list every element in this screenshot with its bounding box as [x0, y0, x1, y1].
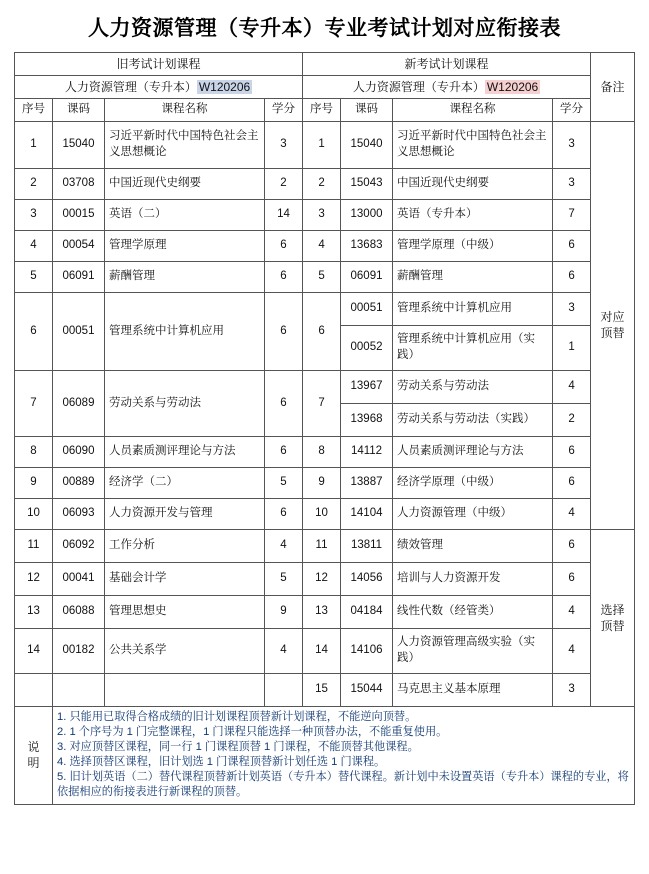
new-code: 13968	[341, 403, 393, 436]
old-seq: 6	[15, 292, 53, 370]
old-seq: 10	[15, 498, 53, 529]
new-name: 习近平新时代中国特色社会主义思想概论	[393, 121, 553, 168]
new-name: 薪酬管理	[393, 261, 553, 292]
note-item: 4. 选择顶替区课程，旧计划选 1 门课程顶替新计划任选 1 门课程。	[57, 756, 386, 769]
new-major-code: W120206	[486, 80, 539, 95]
old-code: 06089	[53, 370, 105, 436]
col-new-credit: 学分	[553, 99, 591, 122]
table-row	[15, 673, 635, 706]
new-name: 线性代数（经管类）	[393, 595, 553, 628]
new-credit: 3	[553, 292, 591, 325]
old-code: 00054	[53, 230, 105, 261]
new-name: 管理学原理（中级）	[393, 230, 553, 261]
new-seq: 5	[303, 261, 341, 292]
old-name: 英语（二）	[105, 199, 265, 230]
new-credit: 6	[553, 562, 591, 595]
remark-header: 备注	[591, 53, 635, 122]
old-credit: 6	[265, 498, 303, 529]
new-code: 14106	[341, 628, 393, 673]
old-seq: 5	[15, 261, 53, 292]
notes-label-line1: 说	[27, 740, 40, 755]
old-name: 公共关系学	[105, 628, 265, 673]
old-code: 06092	[53, 529, 105, 562]
table-row	[15, 595, 635, 628]
old-credit: 6	[265, 370, 303, 436]
new-seq: 11	[303, 529, 341, 562]
col-new-code: 课码	[341, 99, 393, 122]
new-seq: 3	[303, 199, 341, 230]
table-row	[15, 467, 635, 498]
old-code: 00051	[53, 292, 105, 370]
new-name: 人员素质测评理论与方法	[393, 436, 553, 467]
old-seq: 1	[15, 121, 53, 168]
new-code: 13887	[341, 467, 393, 498]
page-title: 人力资源管理（专升本）专业考试计划对应衔接表	[88, 16, 561, 40]
old-credit: 3	[265, 121, 303, 168]
old-seq: 12	[15, 562, 53, 595]
new-credit: 6	[553, 261, 591, 292]
old-credit: 14	[265, 199, 303, 230]
table-row	[15, 168, 635, 199]
new-code: 15043	[341, 168, 393, 199]
new-seq: 12	[303, 562, 341, 595]
old-name: 人员素质测评理论与方法	[105, 436, 265, 467]
old-name: 经济学（二）	[105, 467, 265, 498]
new-credit: 3	[553, 121, 591, 168]
old-code: 00015	[53, 199, 105, 230]
new-seq: 8	[303, 436, 341, 467]
new-credit: 6	[553, 230, 591, 261]
old-code: 06088	[53, 595, 105, 628]
old-name: 劳动关系与劳动法	[105, 370, 265, 436]
note-item: 3. 对应顶替区课程，同一行 1 门课程顶替 1 门课程，不能顶替其他课程。	[57, 741, 419, 754]
new-code: 15040	[341, 121, 393, 168]
table-row	[15, 562, 635, 595]
col-new-seq: 序号	[303, 99, 341, 122]
old-name: 管理学原理	[105, 230, 265, 261]
old-name: 基础会计学	[105, 562, 265, 595]
new-name: 经济学原理（中级）	[393, 467, 553, 498]
table-row	[15, 628, 635, 673]
col-new-name: 课程名称	[393, 99, 553, 122]
old-credit: 6	[265, 436, 303, 467]
note-item: 5. 旧计划英语（二）替代课程顶替新计划英语（专升本）替代课程。新计划中未设置英语（专升本）课程的专业，将依据相应的衔接表进行新课程的顶替。	[57, 771, 629, 799]
old-code: 15040	[53, 121, 105, 168]
new-code: 13967	[341, 370, 393, 403]
old-seq	[15, 673, 53, 706]
old-name	[105, 673, 265, 706]
new-name: 管理系统中计算机应用（实践）	[393, 325, 553, 370]
new-name: 英语（专升本）	[393, 199, 553, 230]
table-header-major-row	[15, 76, 635, 99]
new-credit: 4	[553, 595, 591, 628]
old-major-code: W120206	[198, 80, 251, 95]
new-credit: 4	[553, 628, 591, 673]
new-major-cell	[303, 76, 591, 99]
table-row	[15, 436, 635, 467]
table-header-columns-row	[15, 99, 635, 122]
old-name: 中国近现代史纲要	[105, 168, 265, 199]
table-row	[15, 370, 635, 403]
old-code: 06093	[53, 498, 105, 529]
old-name: 工作分析	[105, 529, 265, 562]
old-code: 00889	[53, 467, 105, 498]
old-seq: 2	[15, 168, 53, 199]
old-credit: 5	[265, 467, 303, 498]
notes-label-line2: 明	[27, 756, 40, 771]
table-row	[15, 121, 635, 168]
new-name: 人力资源管理（中级）	[393, 498, 553, 529]
old-name: 习近平新时代中国特色社会主义思想概论	[105, 121, 265, 168]
new-code: 13683	[341, 230, 393, 261]
new-seq: 13	[303, 595, 341, 628]
new-seq: 7	[303, 370, 341, 436]
new-code: 13000	[341, 199, 393, 230]
old-seq: 11	[15, 529, 53, 562]
new-name: 劳动关系与劳动法	[393, 370, 553, 403]
old-code: 06090	[53, 436, 105, 467]
old-name: 人力资源开发与管理	[105, 498, 265, 529]
new-code: 15044	[341, 673, 393, 706]
old-seq: 9	[15, 467, 53, 498]
new-seq: 14	[303, 628, 341, 673]
new-seq: 1	[303, 121, 341, 168]
new-name: 劳动关系与劳动法（实践）	[393, 403, 553, 436]
new-name: 中国近现代史纲要	[393, 168, 553, 199]
new-code: 14104	[341, 498, 393, 529]
old-credit	[265, 673, 303, 706]
old-code: 00041	[53, 562, 105, 595]
old-credit: 5	[265, 562, 303, 595]
old-seq: 7	[15, 370, 53, 436]
new-name: 绩效管理	[393, 529, 553, 562]
old-credit: 6	[265, 230, 303, 261]
table-row	[15, 261, 635, 292]
new-credit: 6	[553, 436, 591, 467]
notes-label	[15, 706, 53, 804]
old-name: 薪酬管理	[105, 261, 265, 292]
new-credit: 4	[553, 498, 591, 529]
col-old-credit: 学分	[265, 99, 303, 122]
new-code: 14056	[341, 562, 393, 595]
table-row	[15, 498, 635, 529]
old-plan-header: 旧考试计划课程	[15, 53, 303, 76]
old-seq: 13	[15, 595, 53, 628]
new-credit: 4	[553, 370, 591, 403]
new-credit: 1	[553, 325, 591, 370]
new-credit: 3	[553, 168, 591, 199]
table-row	[15, 199, 635, 230]
col-old-name: 课程名称	[105, 99, 265, 122]
note-item: 1. 只能用已取得合格成绩的旧计划课程顶替新计划课程，不能逆向顶替。	[57, 710, 417, 723]
notes-body	[53, 706, 635, 804]
new-seq: 9	[303, 467, 341, 498]
notes-row	[15, 706, 635, 804]
note-item: 2. 1 个序号为 1 门完整课程，1 门课程只能选择一种顶替办法，不能重复使用。	[57, 726, 448, 738]
old-major-cell	[15, 76, 303, 99]
remark-corresponding: 对应顶替	[591, 121, 635, 529]
old-credit: 6	[265, 292, 303, 370]
table-row	[15, 230, 635, 261]
old-name: 管理思想史	[105, 595, 265, 628]
new-credit: 7	[553, 199, 591, 230]
col-old-code: 课码	[53, 99, 105, 122]
old-code: 06091	[53, 261, 105, 292]
old-seq: 8	[15, 436, 53, 467]
new-seq: 15	[303, 673, 341, 706]
new-seq: 2	[303, 168, 341, 199]
old-credit: 4	[265, 529, 303, 562]
col-old-seq: 序号	[15, 99, 53, 122]
new-plan-header: 新考试计划课程	[303, 53, 591, 76]
new-code: 00052	[341, 325, 393, 370]
new-code: 04184	[341, 595, 393, 628]
remark-optional: 选择顶替	[591, 529, 635, 706]
new-code: 13811	[341, 529, 393, 562]
table-row	[15, 292, 635, 325]
table-row	[15, 529, 635, 562]
new-credit: 2	[553, 403, 591, 436]
table-header-plan-row	[15, 53, 635, 76]
new-major-name: 人力资源管理（专升本）	[352, 80, 485, 95]
new-seq: 10	[303, 498, 341, 529]
old-code: 03708	[53, 168, 105, 199]
old-seq: 14	[15, 628, 53, 673]
course-mapping-table	[14, 52, 635, 805]
old-credit: 9	[265, 595, 303, 628]
old-seq: 4	[15, 230, 53, 261]
old-credit: 2	[265, 168, 303, 199]
new-credit: 6	[553, 529, 591, 562]
new-seq: 6	[303, 292, 341, 370]
old-code	[53, 673, 105, 706]
new-seq: 4	[303, 230, 341, 261]
new-name: 管理系统中计算机应用	[393, 292, 553, 325]
new-code: 00051	[341, 292, 393, 325]
old-seq: 3	[15, 199, 53, 230]
new-code: 06091	[341, 261, 393, 292]
new-name: 马克思主义基本原理	[393, 673, 553, 706]
new-name: 人力资源管理高级实验（实践）	[393, 628, 553, 673]
new-code: 14112	[341, 436, 393, 467]
old-name: 管理系统中计算机应用	[105, 292, 265, 370]
new-name: 培训与人力资源开发	[393, 562, 553, 595]
old-major-name: 人力资源管理（专升本）	[64, 80, 197, 95]
old-code: 00182	[53, 628, 105, 673]
new-credit: 3	[553, 673, 591, 706]
old-credit: 4	[265, 628, 303, 673]
new-credit: 6	[553, 467, 591, 498]
old-credit: 6	[265, 261, 303, 292]
